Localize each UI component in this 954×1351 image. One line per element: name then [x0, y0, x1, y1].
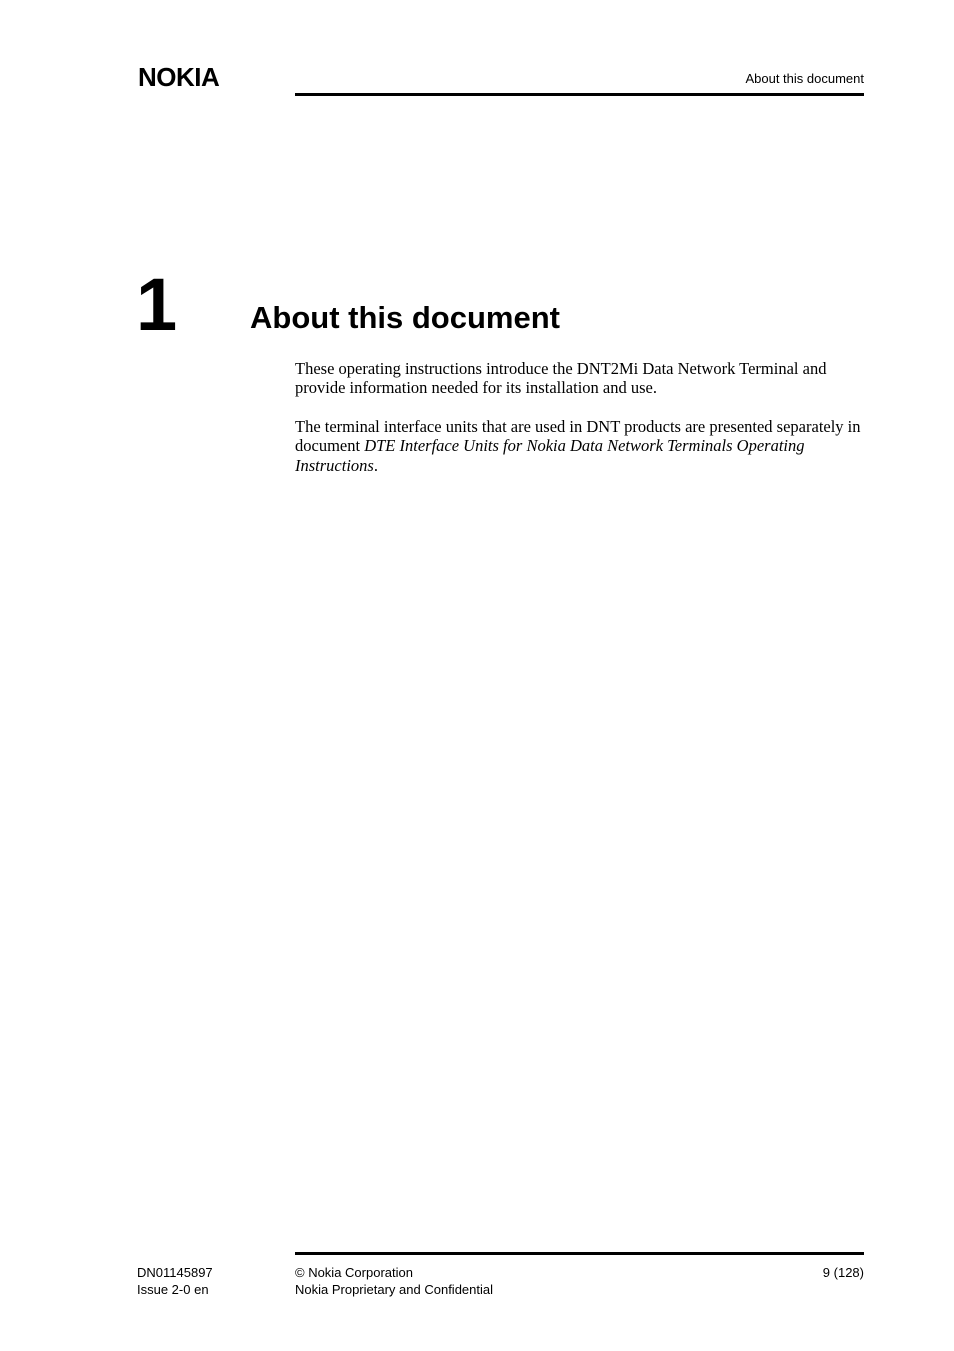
issue-number: Issue 2-0 en [137, 1282, 209, 1297]
reference-paragraph-text: The terminal interface units that are used in DNT products are presented separately in document [295, 417, 861, 456]
page-number: 9 (128) [822, 1265, 864, 1280]
logo-wordmark: NOKIA [138, 63, 220, 91]
header-divider [295, 93, 864, 96]
reference-paragraph [295, 417, 870, 475]
document-number: DN01145897 [137, 1265, 213, 1280]
reference-paragraph-end: . [373, 455, 378, 475]
confidentiality-notice: Nokia Proprietary and Confidential [295, 1282, 493, 1297]
copyright-notice: © Nokia Corporation [295, 1265, 413, 1280]
referenced-document-title: DTE Interface Units for Nokia Data Network Terminals Operating Instructions [295, 436, 805, 475]
chapter-number: 1 [136, 263, 178, 346]
chapter-title: About this document [250, 300, 560, 335]
nokia-logo [138, 63, 256, 91]
intro-paragraph: These operating instructions introduce the DNT2Mi Data Network Terminal and provide information needed for its installation and use. [295, 359, 827, 398]
footer-divider [295, 1252, 864, 1255]
running-header-title: About this document [745, 71, 864, 86]
